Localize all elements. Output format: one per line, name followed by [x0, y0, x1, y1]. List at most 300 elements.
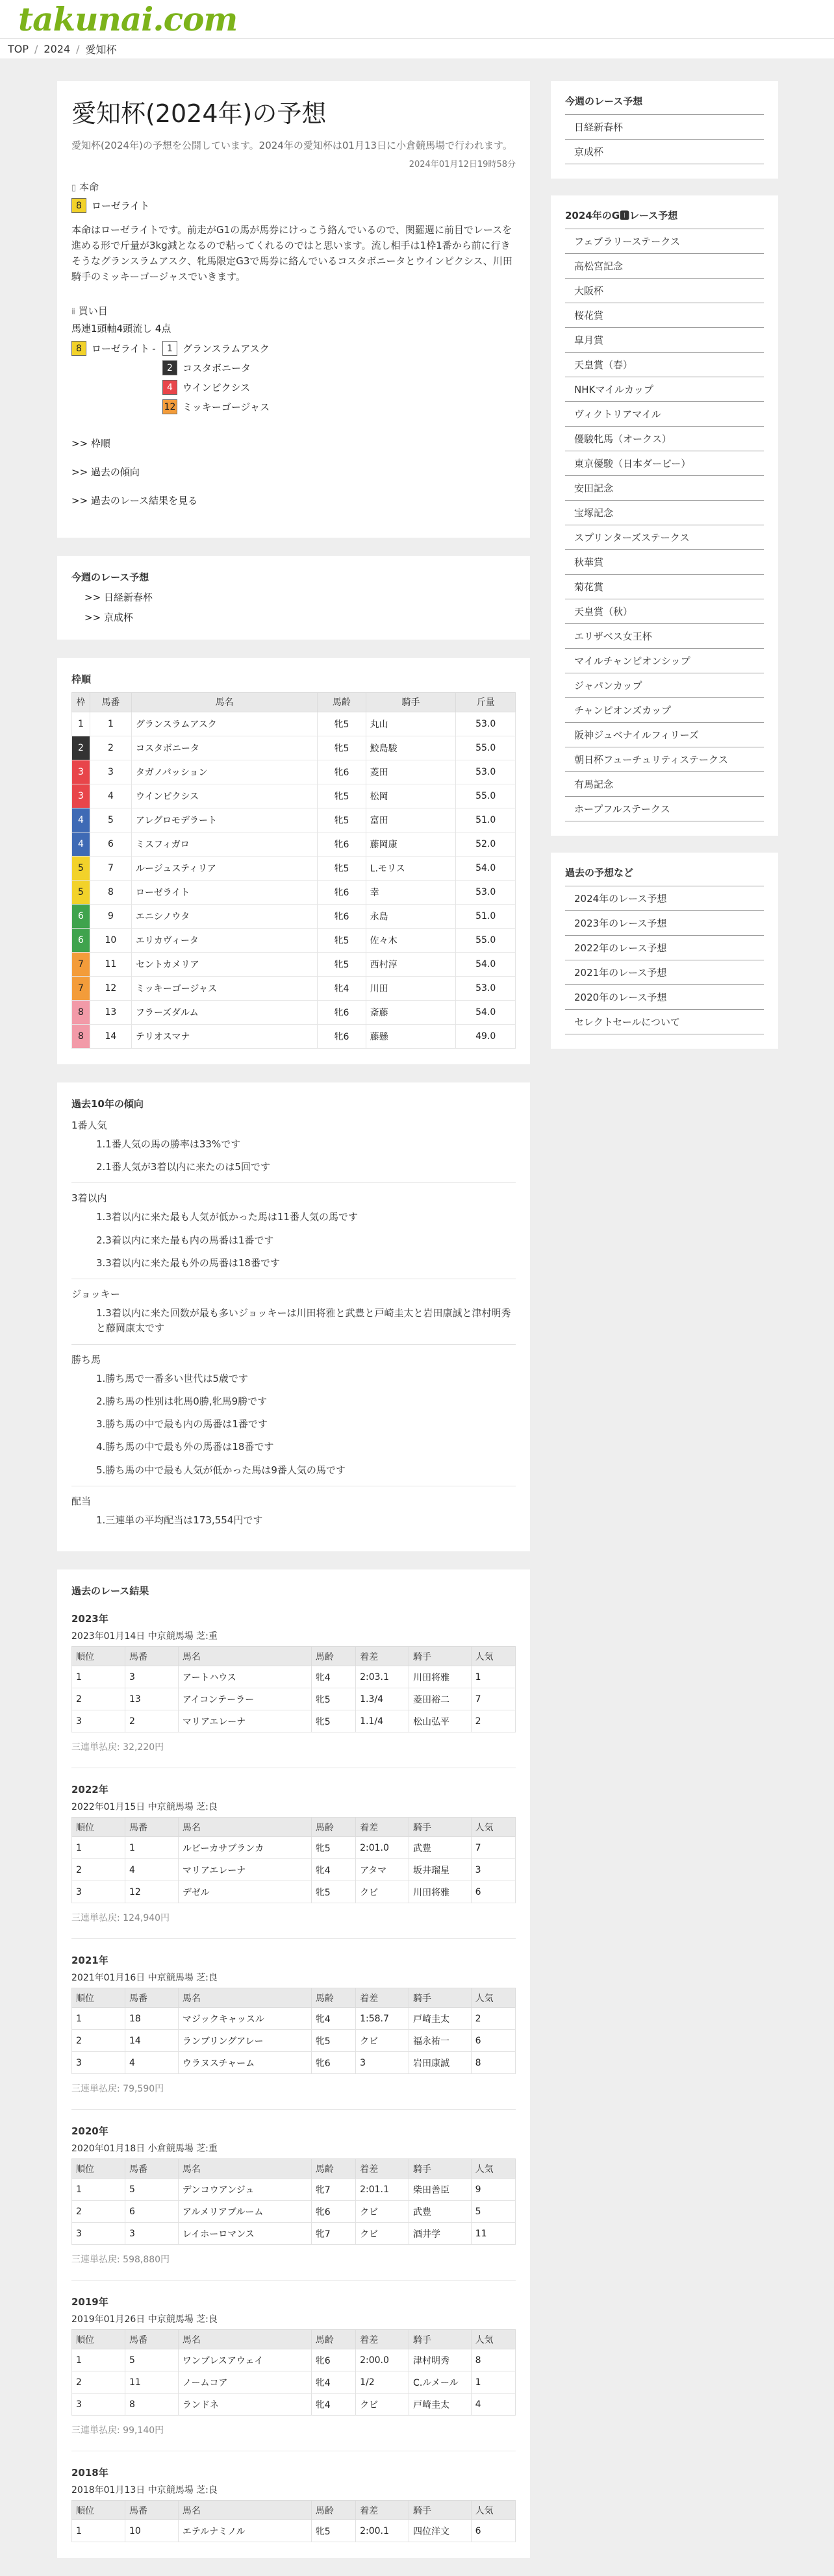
- horse-number: 8: [90, 880, 132, 904]
- horse-number: 8: [125, 2394, 178, 2416]
- horse-age: 牝4: [311, 2394, 355, 2416]
- horse-number-badge: 8: [71, 198, 86, 213]
- table-row: [72, 2394, 516, 2416]
- waku-cell: [72, 880, 90, 904]
- result-col-header: 人気: [471, 1988, 515, 2008]
- sidebar-link[interactable]: 天皇賞（秋）: [565, 599, 764, 624]
- horse-age: 牝5: [311, 2030, 355, 2052]
- margin: 1.1/4: [356, 1710, 409, 1732]
- waku-cell: [72, 712, 90, 736]
- carried-weight: 53.0: [456, 976, 516, 1000]
- popularity: 6: [471, 2030, 515, 2052]
- sidebar-link[interactable]: 東京優駿（日本ダービー）: [565, 451, 764, 476]
- waku-badge: 7: [72, 977, 90, 1000]
- table-row: [72, 760, 516, 784]
- jockey-name: 岩田康誠: [409, 2052, 472, 2074]
- trend-item: 1.三連単の平均配当は173,554円です: [96, 1514, 263, 1526]
- sidebar-link[interactable]: 桜花賞: [565, 303, 764, 328]
- jockey-name: 松岡: [366, 784, 456, 808]
- table-row: [72, 928, 516, 952]
- breadcrumb-separator: /: [76, 42, 80, 55]
- waku-cell: [72, 784, 90, 808]
- jockey-name: 柴田善臣: [409, 2179, 472, 2201]
- jockey-name: 坂井瑠星: [409, 1859, 472, 1881]
- week-races-title: 今週のレース予想: [71, 571, 149, 583]
- breadcrumb-top[interactable]: TOP: [8, 42, 29, 55]
- horse-number: 12: [90, 976, 132, 1000]
- jockey-name: 福永祐一: [409, 2030, 472, 2052]
- waku-badge: 4: [72, 832, 90, 856]
- popularity: 8: [471, 2052, 515, 2074]
- jockey-name: 幸: [366, 880, 456, 904]
- margin: 2:01.1: [356, 2179, 409, 2201]
- horse-age: 牝6: [318, 1000, 366, 1024]
- horse-age: 牝4: [311, 1666, 355, 1688]
- horse-number-badge: 1: [162, 341, 177, 356]
- table-row: [72, 1710, 516, 1732]
- waku-badge: 2: [72, 736, 90, 760]
- waku-cell: [72, 736, 90, 760]
- horse-name: レイホーロマンス: [178, 2223, 311, 2245]
- sidebar-link[interactable]: ジャパンカップ: [565, 673, 764, 698]
- horse-age: 牝6: [318, 832, 366, 856]
- sidebar-link[interactable]: 高松宮記念: [565, 254, 764, 279]
- trend-item: 3.勝ち馬の中で最も内の馬番は1番です: [96, 1418, 268, 1431]
- result-col-header: 馬番: [125, 2501, 178, 2520]
- margin: クビ: [356, 1881, 409, 1903]
- table-row: [72, 1837, 516, 1859]
- waku-badge: 6: [72, 929, 90, 952]
- bet-description: 馬連1頭軸4頭流し 4点: [71, 322, 171, 334]
- result-col-header: 順位: [72, 1818, 125, 1837]
- horse-number: 3: [125, 1666, 178, 1688]
- week-race-link[interactable]: >> 京成杯: [84, 611, 133, 623]
- margin: 1.3/4: [356, 1688, 409, 1710]
- jockey-name: 藤岡康: [366, 832, 456, 856]
- popularity: 3: [471, 1859, 515, 1881]
- margin: クビ: [356, 2030, 409, 2052]
- result-col-header: 騎手: [409, 1818, 472, 1837]
- popularity: 2: [471, 2008, 515, 2030]
- sidebar-week-title: 今週のレース予想: [565, 94, 764, 115]
- sidebar-link[interactable]: 2024年のレース予想: [565, 886, 764, 911]
- horse-number: 11: [90, 952, 132, 976]
- horse-name: アートハウス: [178, 1666, 311, 1688]
- sidebar-link[interactable]: 優駿牝馬（オークス）: [565, 427, 764, 451]
- jockey-name: 酒井学: [409, 2223, 472, 2245]
- table-row: [72, 2223, 516, 2245]
- carried-weight: 52.0: [456, 832, 516, 856]
- jockey-name: 川田将雅: [409, 1666, 472, 1688]
- breadcrumb-separator: /: [34, 42, 38, 55]
- jockey-name: 富田: [366, 808, 456, 832]
- horse-age: 牝6: [318, 880, 366, 904]
- horse-number: 12: [125, 1881, 178, 1903]
- waku-cell: [72, 1024, 90, 1048]
- sidebar-link[interactable]: チャンピオンズカップ: [565, 698, 764, 723]
- trifecta-payout: 三連単払戻: 32,220円: [71, 1740, 516, 1768]
- sidebar-link[interactable]: ヴィクトリアマイル: [565, 402, 764, 427]
- horse-name: エニシノウタ: [131, 904, 317, 928]
- popularity: 7: [471, 1837, 515, 1859]
- waku-cell: [72, 856, 90, 880]
- table-row: [72, 880, 516, 904]
- divider: [71, 1344, 516, 1345]
- horse-age: 牝5: [318, 856, 366, 880]
- sidebar-link[interactable]: 宝塚記念: [565, 501, 764, 525]
- carried-weight: 55.0: [456, 784, 516, 808]
- horse-number-badge: 4: [162, 380, 177, 395]
- horse-number: 14: [125, 2030, 178, 2052]
- result-table: [71, 2500, 516, 2542]
- popularity: 1: [471, 2371, 515, 2394]
- honmei-horse: [71, 197, 516, 214]
- popularity: 4: [471, 2394, 515, 2416]
- waku-cell: [72, 976, 90, 1000]
- waku-badge: 8: [72, 1025, 90, 1048]
- trend-item: 3.3着以内に来た最も外の馬番は18番です: [96, 1257, 280, 1269]
- finish-position: 1: [72, 1837, 125, 1859]
- horse-number: 4: [125, 1859, 178, 1881]
- carried-weight: 54.0: [456, 1000, 516, 1024]
- finish-position: 3: [72, 2394, 125, 2416]
- finish-position: 2: [72, 2201, 125, 2223]
- sidebar-link[interactable]: 天皇賞（春）: [565, 353, 764, 377]
- finish-position: 1: [72, 2179, 125, 2201]
- table-row: [72, 2179, 516, 2201]
- bet-axis-name: ローゼライト: [92, 343, 150, 355]
- horse-number: 5: [125, 2349, 178, 2371]
- horse-age: 牝4: [311, 2371, 355, 2394]
- jockey-name: 武豊: [409, 2201, 472, 2223]
- honmei-heading: ▯ 本命: [71, 181, 99, 193]
- horse-number: 1: [125, 1837, 178, 1859]
- jockey-name: 菱田裕二: [409, 1688, 472, 1710]
- margin: 1/2: [356, 2371, 409, 2394]
- horse-name: ノームコア: [178, 2371, 311, 2394]
- table-row: [72, 1000, 516, 1024]
- sidebar-past: [551, 853, 778, 1049]
- year-result-block: [71, 1953, 516, 2110]
- table-row: [72, 1666, 516, 1688]
- result-col-header: 順位: [72, 1988, 125, 2008]
- horse-age: 牝5: [318, 928, 366, 952]
- trend-item: 1.1番人気の馬の勝率は33%です: [96, 1138, 241, 1150]
- entries-table: [71, 692, 516, 1049]
- horse-number: 18: [125, 2008, 178, 2030]
- horse-number: 2: [90, 736, 132, 760]
- finish-position: 3: [72, 2052, 125, 2074]
- jockey-name: 佐々木: [366, 928, 456, 952]
- breadcrumb: [0, 39, 834, 58]
- race-meta: 2020年01月18日 小倉競馬場 芝:重: [71, 2144, 218, 2155]
- popularity: 9: [471, 2179, 515, 2201]
- horse-age: 牝6: [318, 904, 366, 928]
- jockey-name: 戸崎圭太: [409, 2394, 472, 2416]
- popularity: 7: [471, 1688, 515, 1710]
- horse-name: フラーズダルム: [131, 1000, 317, 1024]
- sidebar-link[interactable]: 大阪杯: [565, 279, 764, 303]
- popularity: 5: [471, 2201, 515, 2223]
- bet-target-name: グランスラムアスク: [183, 343, 270, 355]
- bet-grid: [71, 339, 516, 417]
- result-col-header: 着差: [356, 2159, 409, 2179]
- bet-dash: -: [152, 342, 156, 355]
- horse-age: 牝4: [311, 2008, 355, 2030]
- sidebar-link[interactable]: 2021年のレース予想: [565, 960, 764, 985]
- trend-group-heading: 1番人気: [71, 1119, 107, 1131]
- sidebar-link[interactable]: エリザベス女王杯: [565, 624, 764, 649]
- result-table: [71, 2329, 516, 2416]
- waku-badge: 3: [72, 784, 90, 808]
- year-title: 2022年: [71, 1784, 108, 1796]
- horse-age: 牝5: [311, 1881, 355, 1903]
- popularity: 11: [471, 2223, 515, 2245]
- margin: 2:00.1: [356, 2520, 409, 2542]
- sidebar-link[interactable]: フェブラリーステークス: [565, 229, 764, 254]
- link-entries[interactable]: >> 枠順: [71, 437, 110, 449]
- horse-name: ウラヌスチャーム: [178, 2052, 311, 2074]
- horse-name: ランブリングアレー: [178, 2030, 311, 2052]
- sidebar-link[interactable]: スプリンターズステークス: [565, 525, 764, 550]
- horse-number: 2: [125, 1710, 178, 1732]
- sidebar-past-title: 過去の予想など: [565, 866, 764, 886]
- sidebar-link[interactable]: 2023年のレース予想: [565, 911, 764, 936]
- margin: 3: [356, 2052, 409, 2074]
- table-row: [72, 2030, 516, 2052]
- horse-age: 牝6: [311, 2201, 355, 2223]
- sidebar-link[interactable]: 阪神ジュベナイルフィリーズ: [565, 723, 764, 747]
- trend-item: 2.3着以内に来た最も内の馬番は1番です: [96, 1234, 274, 1246]
- jockey-name: C.ルメール: [409, 2371, 472, 2394]
- sidebar-link[interactable]: 菊花賞: [565, 575, 764, 599]
- table-row: [72, 808, 516, 832]
- site-logo[interactable]: takunai.com: [18, 0, 238, 38]
- entries-title: 枠順: [71, 673, 92, 685]
- horse-name: ワンブレスアウェイ: [178, 2349, 311, 2371]
- sidebar-link[interactable]: 有馬記念: [565, 772, 764, 797]
- trifecta-payout: 三連単払戻: 598,880円: [71, 2253, 516, 2281]
- horse-age: 牝5: [311, 2520, 355, 2542]
- result-col-header: 順位: [72, 2501, 125, 2520]
- waku-badge: 7: [72, 953, 90, 976]
- entries-card: [57, 658, 530, 1064]
- results-title: 過去のレース結果: [71, 1585, 149, 1597]
- horse-age: 牝5: [318, 784, 366, 808]
- horse-number: 9: [90, 904, 132, 928]
- link-results[interactable]: >> 過去のレース結果を見る: [71, 494, 198, 506]
- trifecta-payout: 三連単払戻: 99,140円: [71, 2423, 516, 2451]
- horse-name: セントカメリア: [131, 952, 317, 976]
- week-race-link[interactable]: >> 日経新春杯: [84, 591, 153, 603]
- table-row: [72, 832, 516, 856]
- bet-target-name: ミッキーゴージャス: [183, 401, 270, 414]
- horse-number: 4: [90, 784, 132, 808]
- bet-heading: ⅱ 買い目: [71, 305, 108, 317]
- result-col-header: 着差: [356, 2330, 409, 2349]
- jockey-name: 西村淳: [366, 952, 456, 976]
- jockey-name: 藤懸: [366, 1024, 456, 1048]
- result-col-header: 人気: [471, 2330, 515, 2349]
- horse-age: 牝5: [318, 712, 366, 736]
- table-row: [72, 856, 516, 880]
- horse-number: 5: [90, 808, 132, 832]
- result-col-header: 馬齢: [311, 1818, 355, 1837]
- horse-name: ミッキーゴージャス: [131, 976, 317, 1000]
- horse-number-badge: 8: [71, 341, 86, 356]
- result-col-header: 馬名: [178, 1988, 311, 2008]
- horse-age: 牝6: [311, 2052, 355, 2074]
- main-column: [57, 81, 530, 2576]
- jockey-name: 丸山: [366, 712, 456, 736]
- waku-cell: [72, 808, 90, 832]
- breadcrumb-current: 愛知杯: [85, 43, 117, 56]
- sidebar-link[interactable]: 日経新春杯: [565, 115, 764, 140]
- trend-item: 5.勝ち馬の中で最も人気が低かった馬は9番人気の馬です: [96, 1464, 346, 1476]
- jockey-name: 武豊: [409, 1837, 472, 1859]
- horse-name: マリアエレーナ: [178, 1710, 311, 1732]
- trends-card: [57, 1082, 530, 1551]
- finish-position: 2: [72, 2030, 125, 2052]
- trend-item: 4.勝ち馬の中で最も外の馬番は18番です: [96, 1441, 274, 1453]
- result-col-header: 馬名: [178, 2159, 311, 2179]
- margin: クビ: [356, 2201, 409, 2223]
- result-col-header: 馬番: [125, 1647, 178, 1666]
- jockey-name: 戸崎圭太: [409, 2008, 472, 2030]
- sidebar-g1-title: 2024年のG🅸レース予想: [565, 208, 764, 229]
- link-trends[interactable]: >> 過去の傾向: [71, 466, 140, 478]
- result-col-header: 人気: [471, 2501, 515, 2520]
- result-col-header: 馬齢: [311, 1988, 355, 2008]
- horse-age: 牝6: [311, 2349, 355, 2371]
- result-col-header: 順位: [72, 2330, 125, 2349]
- table-row: [72, 952, 516, 976]
- year-title: 2021年: [71, 1955, 108, 1967]
- result-col-header: 着差: [356, 1988, 409, 2008]
- jockey-name: 鮫島駿: [366, 736, 456, 760]
- horse-number: 13: [90, 1000, 132, 1024]
- result-col-header: 馬齢: [311, 2159, 355, 2179]
- week-races-inline: [57, 556, 530, 640]
- table-row: [72, 976, 516, 1000]
- race-meta: 2021年01月16日 中京競馬場 芝:良: [71, 1973, 218, 1984]
- horse-number: 4: [125, 2052, 178, 2074]
- result-col-header: 騎手: [409, 1647, 472, 1666]
- horse-age: 牝5: [311, 1688, 355, 1710]
- sidebar-link[interactable]: ホープフルステークス: [565, 797, 764, 821]
- horse-name: グランスラムアスク: [131, 712, 317, 736]
- bet-target-name: コスタボニータ: [183, 362, 251, 375]
- waku-badge: 5: [72, 857, 90, 880]
- lead-text: 愛知杯(2024年)の予想を公開しています。2024年の愛知杯は01月13日に小倉競馬場で行われます。: [71, 139, 512, 151]
- trend-item: 1.3着以内に来た回数が最も多いジョッキーは川田将雅と武豊と戸崎圭太と岩田康誠と津村明秀と藤岡康太です: [96, 1307, 511, 1334]
- horse-number: 13: [125, 1688, 178, 1710]
- breadcrumb-year[interactable]: 2024: [44, 42, 71, 55]
- year-title: 2018年: [71, 2467, 108, 2479]
- sidebar-g1: [551, 195, 778, 836]
- col-weight: 斤量: [456, 692, 516, 712]
- sidebar-link[interactable]: 2022年のレース予想: [565, 936, 764, 960]
- year-result-block: [71, 2124, 516, 2281]
- margin: 1:58.7: [356, 2008, 409, 2030]
- sidebar-link[interactable]: 安田記念: [565, 476, 764, 501]
- result-col-header: 騎手: [409, 1988, 472, 2008]
- result-col-header: 馬番: [125, 2330, 178, 2349]
- table-row: [72, 1881, 516, 1903]
- sidebar-link[interactable]: 2020年のレース予想: [565, 985, 764, 1010]
- horse-name: アイコンテーラー: [178, 1688, 311, 1710]
- result-col-header: 人気: [471, 1818, 515, 1837]
- race-meta: 2023年01月14日 中京競馬場 芝:重: [71, 1631, 218, 1642]
- horse-age: 牝5: [318, 736, 366, 760]
- horse-number: 10: [90, 928, 132, 952]
- sidebar-link[interactable]: 秋華賞: [565, 550, 764, 575]
- waku-badge: 6: [72, 905, 90, 928]
- horse-name: ローゼライト: [131, 880, 317, 904]
- horse-name: マリアエレーナ: [178, 1859, 311, 1881]
- waku-badge: 5: [72, 881, 90, 904]
- jockey-name: 永島: [366, 904, 456, 928]
- year-title: 2019年: [71, 2296, 108, 2308]
- horse-name: ランドネ: [178, 2394, 311, 2416]
- carried-weight: 54.0: [456, 952, 516, 976]
- table-row: [72, 736, 516, 760]
- result-col-header: 人気: [471, 1647, 515, 1666]
- table-row: [72, 2520, 516, 2542]
- horse-name: コスタボニータ: [131, 736, 317, 760]
- carried-weight: 53.0: [456, 712, 516, 736]
- finish-position: 2: [72, 1688, 125, 1710]
- horse-age: 牝4: [318, 976, 366, 1000]
- jockey-name: 松山弘平: [409, 1710, 472, 1732]
- sidebar-link[interactable]: マイルチャンピオンシップ: [565, 649, 764, 673]
- horse-age: 牝5: [318, 808, 366, 832]
- horse-number-badge: 2: [162, 360, 177, 375]
- col-name: 馬名: [131, 692, 317, 712]
- result-col-header: 順位: [72, 2159, 125, 2179]
- sidebar-link[interactable]: 京成杯: [565, 140, 764, 164]
- divider: [71, 1182, 516, 1183]
- carried-weight: 53.0: [456, 880, 516, 904]
- result-col-header: 騎手: [409, 2501, 472, 2520]
- result-col-header: 人気: [471, 2159, 515, 2179]
- ticket-icon: ⅱ: [71, 306, 75, 317]
- race-meta: 2018年01月13日 中京競馬場 芝:良: [71, 2485, 218, 2496]
- waku-cell: [72, 832, 90, 856]
- sidebar-link[interactable]: 朝日杯フューチュリティステークス: [565, 747, 764, 772]
- trend-item: 2.勝ち馬の性別は牝馬0勝,牝馬9勝です: [96, 1395, 268, 1407]
- finish-position: 2: [72, 2371, 125, 2394]
- horse-number-badge: 12: [162, 399, 177, 414]
- finish-position: 3: [72, 1881, 125, 1903]
- sidebar-link[interactable]: セレクトセールについて: [565, 1010, 764, 1034]
- finish-position: 3: [72, 2223, 125, 2245]
- result-col-header: 馬名: [178, 2501, 311, 2520]
- horse-age: 牝7: [311, 2179, 355, 2201]
- year-result-block: [71, 1612, 516, 1768]
- carried-weight: 55.0: [456, 928, 516, 952]
- jockey-name: 川田将雅: [409, 1881, 472, 1903]
- sidebar-link[interactable]: 皐月賞: [565, 328, 764, 353]
- sidebar-link[interactable]: NHKマイルカップ: [565, 377, 764, 402]
- margin: アタマ: [356, 1859, 409, 1881]
- horse-number: 6: [125, 2201, 178, 2223]
- carried-weight: 49.0: [456, 1024, 516, 1048]
- horse-age: 牝6: [318, 1024, 366, 1048]
- result-col-header: 馬番: [125, 1988, 178, 2008]
- horse-name: エテルナミノル: [178, 2520, 311, 2542]
- result-col-header: 着差: [356, 1647, 409, 1666]
